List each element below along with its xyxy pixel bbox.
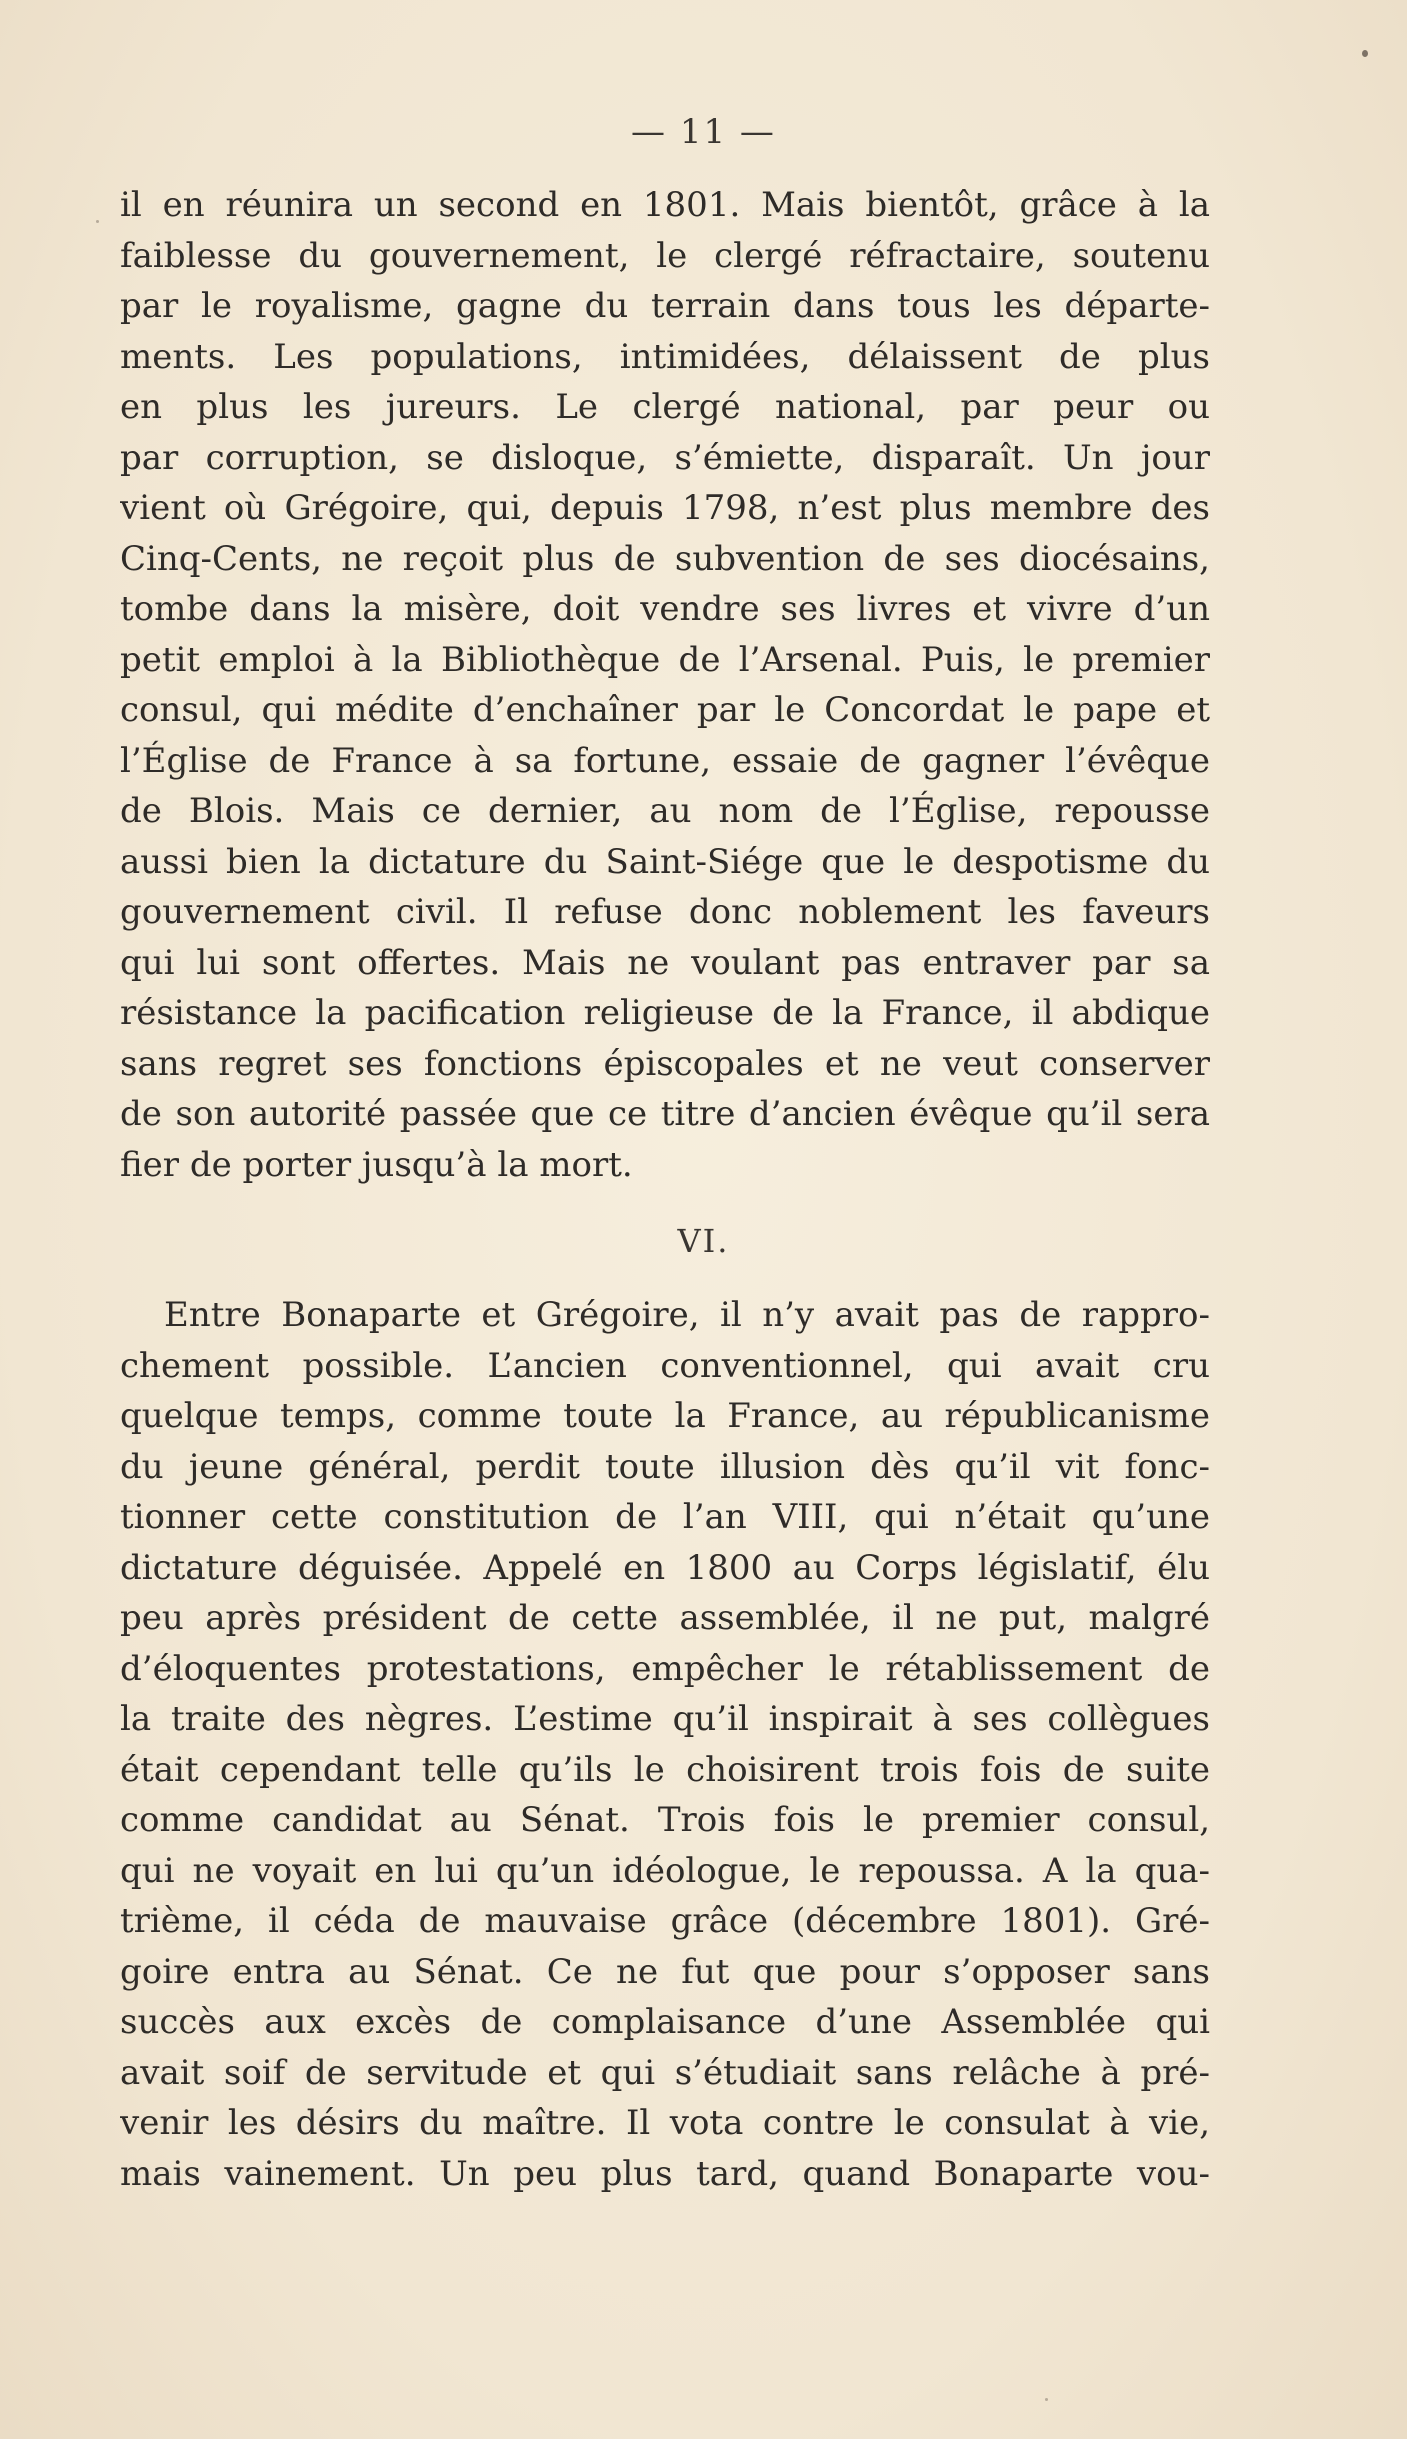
- text-line: petit emploi à la Bibliothèque de l’Arsenal. Puis, le premier: [120, 639, 1210, 680]
- text-line: consul, qui médite d’enchaîner par le Concordat le pape et: [120, 690, 1210, 730]
- paper-speck: [96, 220, 99, 223]
- text-line: par corruption, se disloque, s’émiette, disparaît. Un jour: [120, 437, 1210, 478]
- text-line: comme candidat au Sénat. Trois fois le premier consul,: [120, 1800, 1210, 1840]
- text-line: ments. Les populations, intimidées, délaissent de plus: [120, 336, 1210, 377]
- paragraph-1: [120, 180, 1210, 1190]
- text-line: Entre Bonaparte et Grégoire, il n’y avait pas de rappro-: [164, 1295, 1210, 1335]
- paragraph-2: [120, 1290, 1210, 2199]
- text-line: goire entra au Sénat. Ce ne fut que pour s’opposer sans: [120, 1951, 1210, 1992]
- text-line: était cependant telle qu’ils le choisirent trois fois de suite: [120, 1749, 1210, 1790]
- text-line: quelque temps, comme toute la France, au républicanisme: [120, 1396, 1210, 1436]
- text-line: de son autorité passée que ce titre d’ancien évêque qu’il sera: [120, 1094, 1210, 1134]
- text-line: avait soif de servitude et qui s’étudiait sans relâche à pré-: [120, 2052, 1210, 2093]
- text-line: mais vainement. Un peu plus tard, quand Bonaparte vou-: [120, 2153, 1210, 2194]
- page-number: — 11 —: [631, 112, 776, 152]
- text-line: gouvernement civil. Il refuse donc noblement les faveurs: [120, 892, 1210, 932]
- text-line: aussi bien la dictature du Saint-Siége que le despotisme du: [120, 841, 1210, 882]
- text-line: d’éloquentes protestations, empêcher le rétablissement de: [120, 1648, 1210, 1689]
- text-line: vient où Grégoire, qui, depuis 1798, n’est plus membre des: [120, 488, 1210, 528]
- text-line: succès aux excès de complaisance d’une Assemblée qui: [120, 2002, 1210, 2042]
- text-line: chement possible. L’ancien conventionnel, qui avait cru: [120, 1345, 1210, 1386]
- text-line: Cinq-Cents, ne reçoit plus de subvention de ses diocésains,: [120, 538, 1210, 579]
- text-line: du jeune général, perdit toute illusion dès qu’il vit fonc-: [120, 1446, 1210, 1487]
- text-line: en plus les jureurs. Le clergé national, par peur ou: [120, 387, 1210, 427]
- text-line: trième, il céda de mauvaise grâce (décembre 1801). Gré-: [120, 1901, 1210, 1941]
- text-line: résistance la pacification religieuse de la France, il abdique: [120, 993, 1210, 1033]
- text-line: peu après président de cette assemblée, il ne put, malgré: [120, 1598, 1210, 1638]
- text-line: fier de porter jusqu’à la mort.: [120, 1144, 633, 1185]
- text-line: par le royalisme, gagne du terrain dans tous les départe-: [120, 286, 1210, 326]
- text-line: faiblesse du gouvernement, le clergé réfractaire, soutenu: [120, 235, 1210, 276]
- text-line: qui ne voyait en lui qu’un idéologue, le repoussa. A la qua-: [120, 1850, 1210, 1891]
- text-line: sans regret ses fonctions épiscopales et ne veut conserver: [120, 1043, 1210, 1084]
- text-line: l’Église de France à sa fortune, essaie de gagner l’évêque: [120, 740, 1210, 781]
- text-line: venir les désirs du maître. Il vota contre le consulat à vie,: [120, 2103, 1210, 2143]
- text-line: dictature déguisée. Appelé en 1800 au Corps législatif, élu: [120, 1547, 1210, 1588]
- text-line: tionner cette constitution de l’an VIII, qui n’était qu’une: [120, 1497, 1210, 1537]
- paper-speck: [1362, 50, 1368, 57]
- text-line: la traite des nègres. L’estime qu’il inspirait à ses collègues: [120, 1699, 1210, 1739]
- text-line: qui lui sont offertes. Mais ne voulant pas entraver par sa: [120, 942, 1210, 983]
- section-heading: VI.: [677, 1222, 730, 1260]
- paper-speck: [1045, 2398, 1048, 2401]
- text-line: de Blois. Mais ce dernier, au nom de l’Église, repousse: [120, 791, 1210, 831]
- text-line: il en réunira un second en 1801. Mais bientôt, grâce à la: [120, 185, 1210, 225]
- text-line: tombe dans la misère, doit vendre ses livres et vivre d’un: [120, 589, 1210, 629]
